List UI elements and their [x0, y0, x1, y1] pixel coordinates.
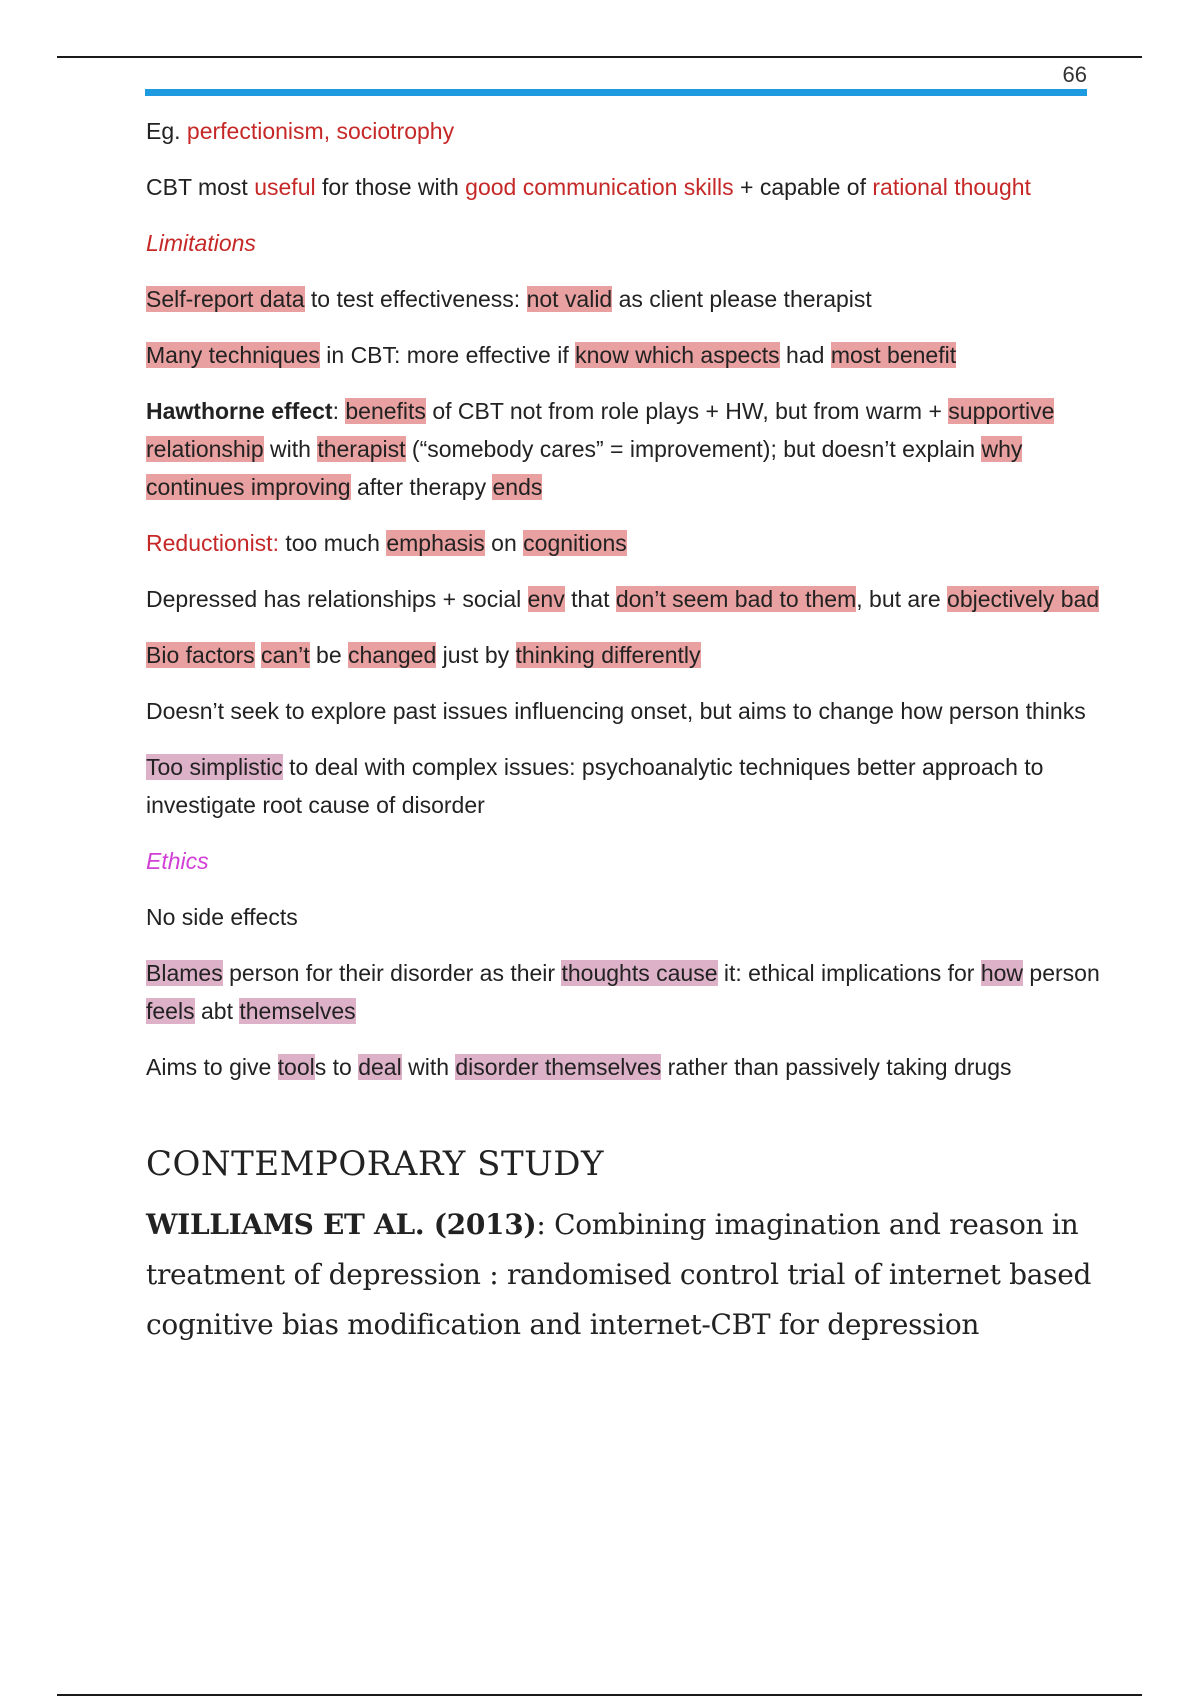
- hawthorne-paragraph: [146, 392, 1101, 506]
- text-span: after therapy: [350, 474, 493, 500]
- highlight: thoughts cause: [561, 960, 718, 986]
- text-span: it: ethical implications for: [717, 960, 981, 986]
- highlight: changed: [348, 642, 437, 668]
- text-span: person: [1023, 960, 1100, 986]
- highlight: Bio factors: [146, 642, 255, 668]
- page-number: 66: [1062, 62, 1087, 87]
- past-issues-paragraph: [146, 692, 1101, 730]
- highlight: benefits: [345, 398, 426, 424]
- highlight: Blames: [146, 960, 223, 986]
- text-span: too much: [278, 530, 387, 556]
- text-span: CBT most: [146, 174, 255, 200]
- text-span: , but are: [856, 586, 948, 612]
- highlight: how: [980, 960, 1024, 986]
- text-span: for those with: [315, 174, 466, 200]
- text-span: to test effectiveness:: [304, 286, 527, 312]
- text-span: be: [309, 642, 349, 668]
- highlight: cognitions: [523, 530, 627, 556]
- tools-paragraph: [146, 1048, 1101, 1086]
- red-text: Reductionist:: [146, 530, 279, 556]
- text-span: that: [564, 586, 616, 612]
- highlight: disorder themselves: [455, 1054, 662, 1080]
- study-citation: [146, 1200, 1101, 1350]
- text-span: on: [484, 530, 524, 556]
- blames-paragraph: [146, 954, 1101, 1030]
- study-title: Combining imagination and reason in treatment of depression : randomised control trial of internet based cognitive bias modification and internet-CBT for depression: [146, 1208, 1092, 1341]
- highlight: Too simplistic: [146, 754, 283, 780]
- highlight: most benefit: [830, 342, 957, 368]
- accent-bar: [145, 89, 1087, 96]
- text-span: Depressed has relationships + social: [146, 586, 528, 612]
- top-rule: [57, 56, 1142, 58]
- red-text: rational thought: [872, 174, 1031, 200]
- text-span: :: [536, 1208, 546, 1241]
- reductionist-paragraph: [146, 524, 1101, 562]
- ethics-heading: Ethics: [146, 848, 209, 874]
- highlight: why continues improving: [146, 436, 1023, 500]
- bio-factors-paragraph: [146, 636, 1101, 674]
- highlight: can’t: [261, 642, 310, 668]
- red-text: good communication skills: [465, 174, 734, 200]
- text-span: Aims to give: [146, 1054, 278, 1080]
- text-span: rather than passively taking drugs: [661, 1054, 1012, 1080]
- highlight: Self-report data: [146, 286, 305, 312]
- text-span: with: [263, 436, 318, 462]
- relationships-paragraph: [146, 580, 1101, 618]
- text-span: just by: [436, 642, 516, 668]
- highlight: feels: [146, 998, 195, 1024]
- text-span: s to: [314, 1054, 359, 1080]
- highlight: not valid: [526, 286, 613, 312]
- text-span: to deal with complex issues: psychoanalytic techniques better approach to investigate root cause of disorder: [146, 754, 1044, 818]
- highlight: don’t seem bad to them: [615, 586, 857, 612]
- examples-paragraph: [146, 112, 1101, 150]
- self-report-paragraph: [146, 280, 1101, 318]
- bottom-rule: [57, 1694, 1142, 1696]
- text-span: No side effects: [146, 904, 298, 930]
- highlight: therapist: [317, 436, 406, 462]
- side-effects-paragraph: [146, 898, 1101, 936]
- examples-text: perfectionism, sociotrophy: [186, 118, 455, 144]
- study-author: WILLIAMS ET AL. (2013): [146, 1208, 537, 1241]
- highlight: themselves: [239, 998, 356, 1024]
- techniques-paragraph: [146, 336, 1101, 374]
- text-span: with: [401, 1054, 456, 1080]
- text-span: + capable of: [733, 174, 873, 200]
- text-span: as client please therapist: [612, 286, 872, 312]
- usefulness-paragraph: [146, 168, 1101, 206]
- highlight: know which aspects: [575, 342, 780, 368]
- highlight: supportive relationship: [146, 398, 1055, 462]
- text-span: :: [332, 398, 346, 424]
- highlight: deal: [358, 1054, 402, 1080]
- text-span: Eg.: [146, 118, 187, 144]
- bold-term: Hawthorne effect: [146, 398, 333, 424]
- text-span: in CBT: more effective if: [319, 342, 576, 368]
- red-text: useful: [254, 174, 316, 200]
- highlight: emphasis: [386, 530, 485, 556]
- highlight: thinking differently: [515, 642, 701, 668]
- text-span: had: [779, 342, 831, 368]
- text-span: person for their disorder as their: [222, 960, 562, 986]
- highlight: env: [527, 586, 565, 612]
- highlight: Many techniques: [146, 342, 320, 368]
- page-content: [146, 112, 1101, 1368]
- text-span: of CBT not from role plays + HW, but from warm +: [425, 398, 949, 424]
- highlight: ends: [492, 474, 543, 500]
- limitations-heading: Limitations: [146, 230, 256, 256]
- text-span: Doesn’t seek to explore past issues influencing onset, but aims to change how person thinks: [146, 698, 1086, 724]
- text-span: (“somebody cares” = improvement); but doesn’t explain: [405, 436, 982, 462]
- highlight: tool: [277, 1054, 315, 1080]
- section-heading: CONTEMPORARY STUDY: [146, 1144, 604, 1184]
- simplistic-paragraph: [146, 748, 1101, 824]
- text-span: abt: [194, 998, 240, 1024]
- highlight: objectively bad: [947, 586, 1100, 612]
